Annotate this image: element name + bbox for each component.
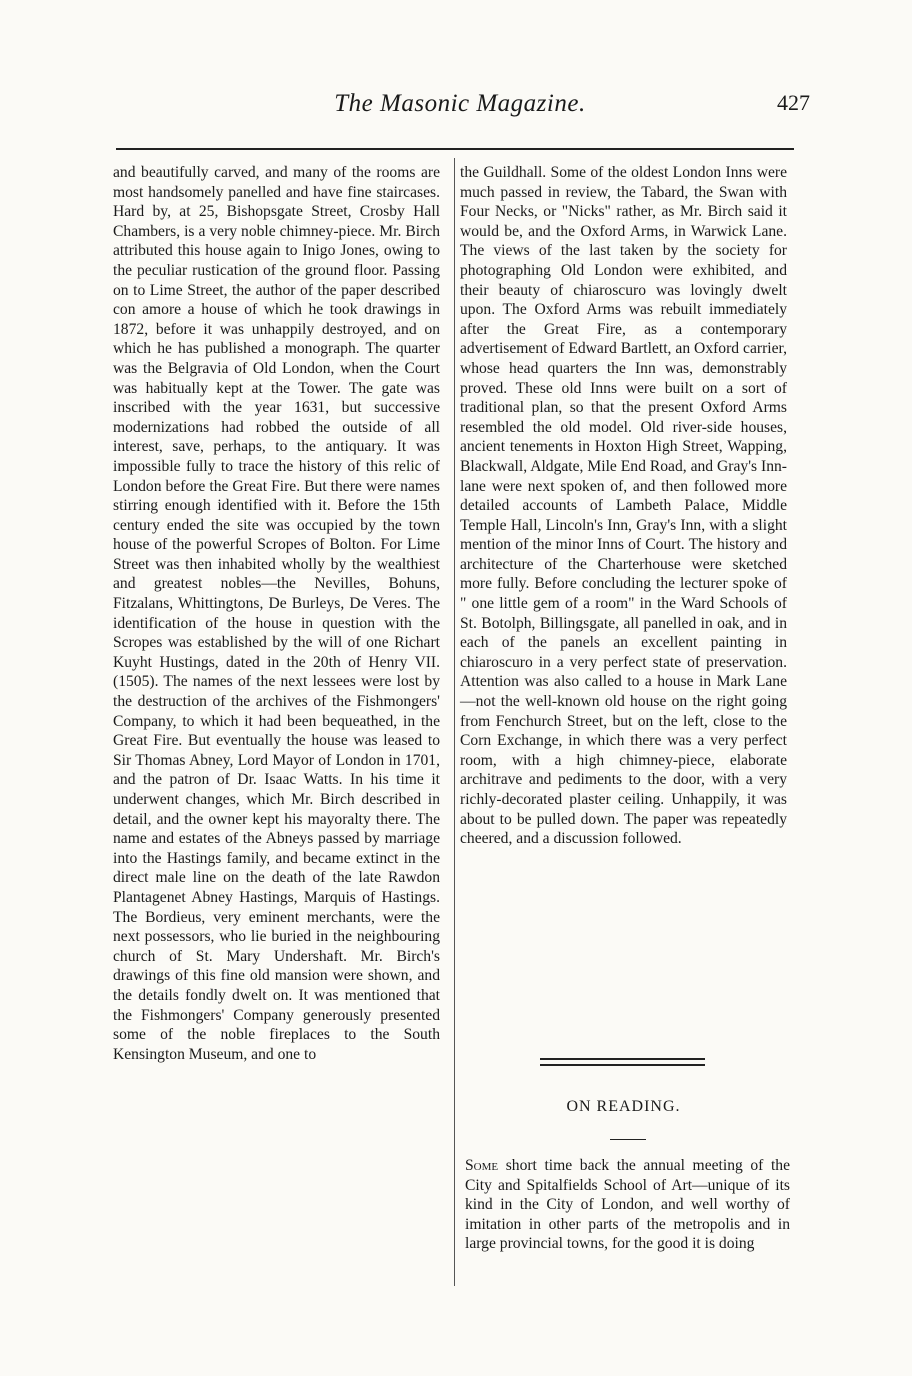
- section-ornament-rule-1: [540, 1058, 705, 1060]
- section-title-rule: [610, 1139, 646, 1140]
- section-title: ON READING.: [566, 1098, 681, 1115]
- magazine-title: The Masonic Magazine.: [334, 90, 586, 117]
- right-column-text: the Guildhall. Some of the oldest London Inns were much passed in review, the Tabard, the Swan with Four Necks, or "Nicks" rather, as Mr. Birch said it would be, and the Oxford Arms, in Warwick Lane. The views of the last taken by the society for photographing Old London were exhibited, and their beauty of chiaroscuro was lovingly dwelt upon. The Oxford Arms was rebuilt immediately after the Great Fire, as a contemporary advertisement of Edward Bartlett, an Oxford carrier, whose head quarters the Inn was, demonstrably proved. These old Inns were built on a sort of traditional plan, so that the present Oxford Arms resembled the old model. Old river-side houses, ancient tenements in Hoxton High Street, Wapping, Blackwall, Aldgate, Mile End Road, and Gray's Inn-lane were next spoken of, and then followed more detailed accounts of Lambeth Palace, Middle Temple Hall, Lincoln's Inn, Gray's Inn, with a slight mention of the minor Inns of Court. The history and architecture of the Charterhouse were sketched more fully. Before concluding the lecturer spoke of " one little gem of a room" in the Ward Schools of St. Botolph, Billingsgate, all panelled in oak, and in each of the panels an excellent painting in chiaroscuro in a very perfect state of preservation. Attention was also called to a house in Mark Lane—not the well-known old house on the right going from Fenchurch Street, but on the left, close to the Corn Exchange, in which there was a very perfect room, with a high chimney-piece, elaborate architrave and pediments to the door, with a very richly-decorated plaster ceiling. Unhappily, it was about to be pulled down. The paper was repeatedly cheered, and a discussion followed.: [460, 164, 787, 848]
- lead-word: Some: [465, 1157, 499, 1174]
- page-number: 427: [777, 90, 810, 115]
- right-column: [460, 163, 787, 849]
- left-column: [113, 163, 440, 1064]
- section-ornament-rule-2: [540, 1064, 705, 1066]
- on-reading-text: short time back the annual meeting of the City and Spitalfields School of Art—unique of its kind in the City of London, and well worthy of imitation in other parts of the metropolis and in large provincial towns, for the good it is doing: [465, 1157, 790, 1253]
- on-reading-article: [465, 1156, 790, 1254]
- header-rule: [116, 148, 794, 150]
- on-reading-paragraph: [465, 1156, 790, 1254]
- running-header: [110, 90, 810, 124]
- column-divider: [454, 158, 455, 1286]
- left-column-text: and beautifully carved, and many of the rooms are most handsomely panelled and have fine staircases. Hard by, at 25, Bishopsgate Street, Crosby Hall Chambers, is a very noble chimney-piece. Mr. Birch attributed this house again to Inigo Jones, owing to the peculiar rustication of the ground floor. Passing on to Lime Street, the author of the paper described con amore a house of which he took drawings in 1872, before it was unhappily destroyed, and on which he has published a monograph. The quarter was the Belgravia of Old London, when the Court was habitually kept at the Tower. The gate was inscribed with the year 1631, but successive modernizations had robbed the outside of all interest, save, perhaps, to the antiquary. It was impossible fully to trace the history of this relic of London before the Great Fire. But there were names stirring enough identified with it. Before the 15th century ended the site was occupied by the town house of the powerful Scropes of Bolton. For Lime Street was then inhabited wholly by the wealthiest and greatest nobles—the Nevilles, Bohuns, Fitzalans, Whittingtons, De Burleys, De Veres. The identification of the house in question with the Scropes was established by the will of one Richart Kuyht Hustings, dated in the 20th of Henry VII. (1505). The names of the next lessees were lost by the destruction of the archives of the Fishmongers' Company, to which it had been bequeathed, in the Great Fire. But eventually the house was leased to Sir Thomas Abney, Lord Mayor of London in 1701, and the patron of Dr. Isaac Watts. In his time it underwent changes, which Mr. Birch described in detail, and the owner kept his mayoralty there. The name and estates of the Abneys passed by marriage into the Hastings family, and became extinct in the direct male line on the death of the late Rawdon Plantagenet Abney Hastings, Marquis of Hastings. The Bordieus, very eminent merchants, were the next possessors, who lie buried in the neighbouring church of St. Mary Undershaft. Mr. Birch's drawings of this fine old mansion were shown, and the details fondly dwelt on. It was mentioned that the Fishmongers' Company generously presented some of the noble fireplaces to the South Kensington Museum, and one to: [113, 164, 440, 1063]
